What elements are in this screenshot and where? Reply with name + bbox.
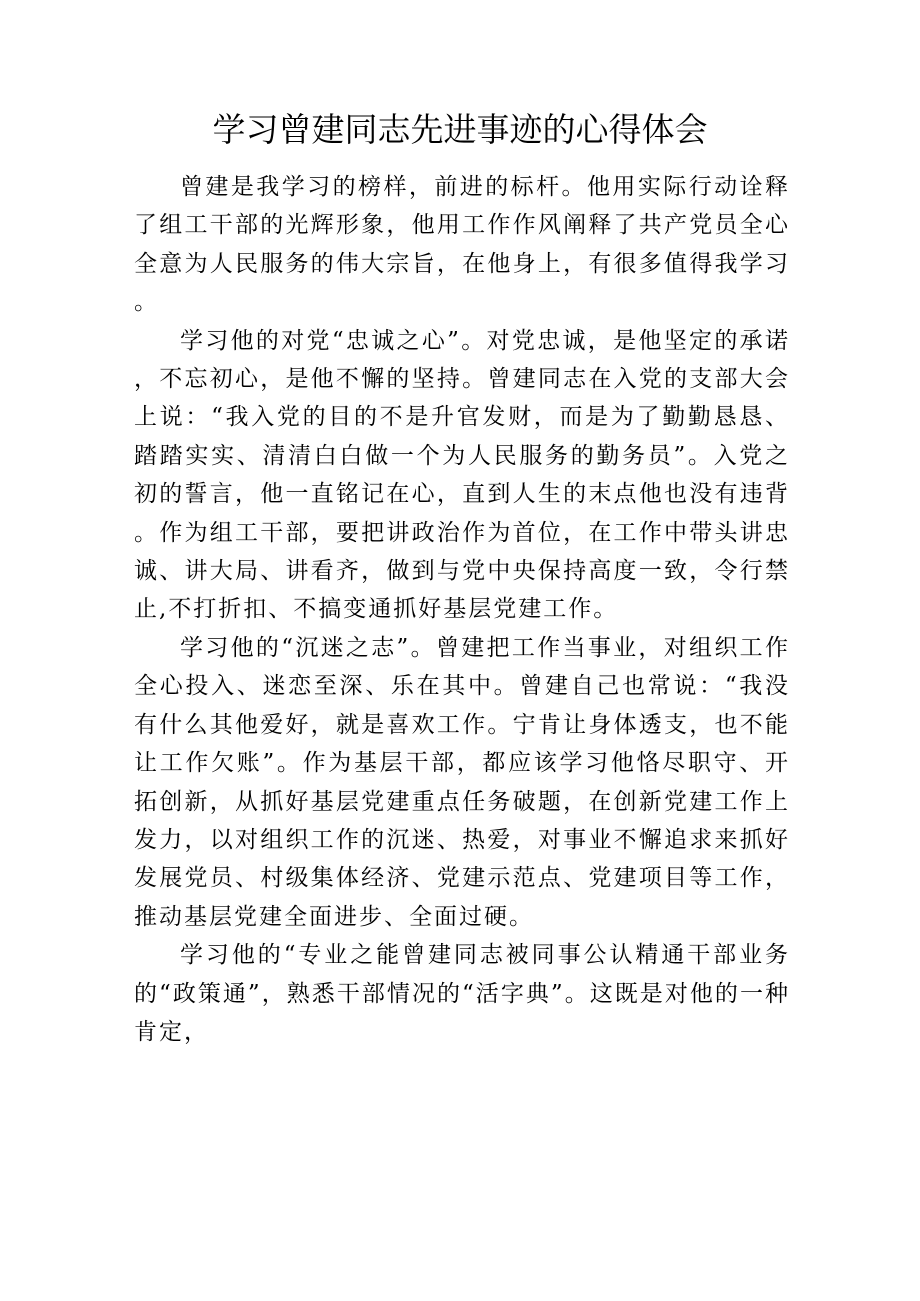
paragraph-intro: 曾建是我学习的榜样，前进的标杆。他用实际行动诠释了组工干部的光辉形象，他用工作作风阐释了共产党员全心全意为人民服务的伟大宗旨，在他身上，有很多值得我学习。 — [134, 174, 790, 316]
document-title: 学习曾建同志先进事迹的心得体会 — [212, 110, 708, 149]
document-body — [134, 168, 790, 1051]
paragraph-dedication: 学习他的“沉迷之志”。曾建把工作当事业，对组织工作全心投入、迷恋至深、乐在其中。曾建自己也常说：“我没有什么其他爱好，就是喜欢工作。宁肯让身体透支，也不能让工作欠账”。作为基层干部，都应该学习他恪尽职守、开拓创新，从抓好基层党建重点任务破题，在创新党建工作上发力，以对组织工作的沉迷、热爱，对事业不懈追求来抓好发展党员、村级集体经济、党建示范点、党建项目等工作，推动基层党建全面进步、全面过硬。 — [134, 634, 790, 930]
paragraph-loyalty: 学习他的对党“忠诚之心”。对党忠诚，是他坚定的承诺，不忘初心，是他不懈的坚持。曾建同志在入党的支部大会上说：“我入党的目的不是升官发财，而是为了勤勤恳恳、踏踏实实、清清白白做一个为人民服务的勤务员”。入党之初的誓言，他一直铭记在心，直到人生的末点他也没有违背。作为组工干部，要把讲政治作为首位，在工作中带头讲忠诚、讲大局、讲看齐，做到与党中央保持高度一致，令行禁止,不打折扣、不搞变通抓好基层党建工作。 — [134, 327, 790, 623]
paragraph-expertise: 学习他的“专业之能曾建同志被同事公认精通干部业务的“政策通”，熟悉干部情况的“活字典”。这既是对他的一种肯定， — [134, 942, 790, 1045]
